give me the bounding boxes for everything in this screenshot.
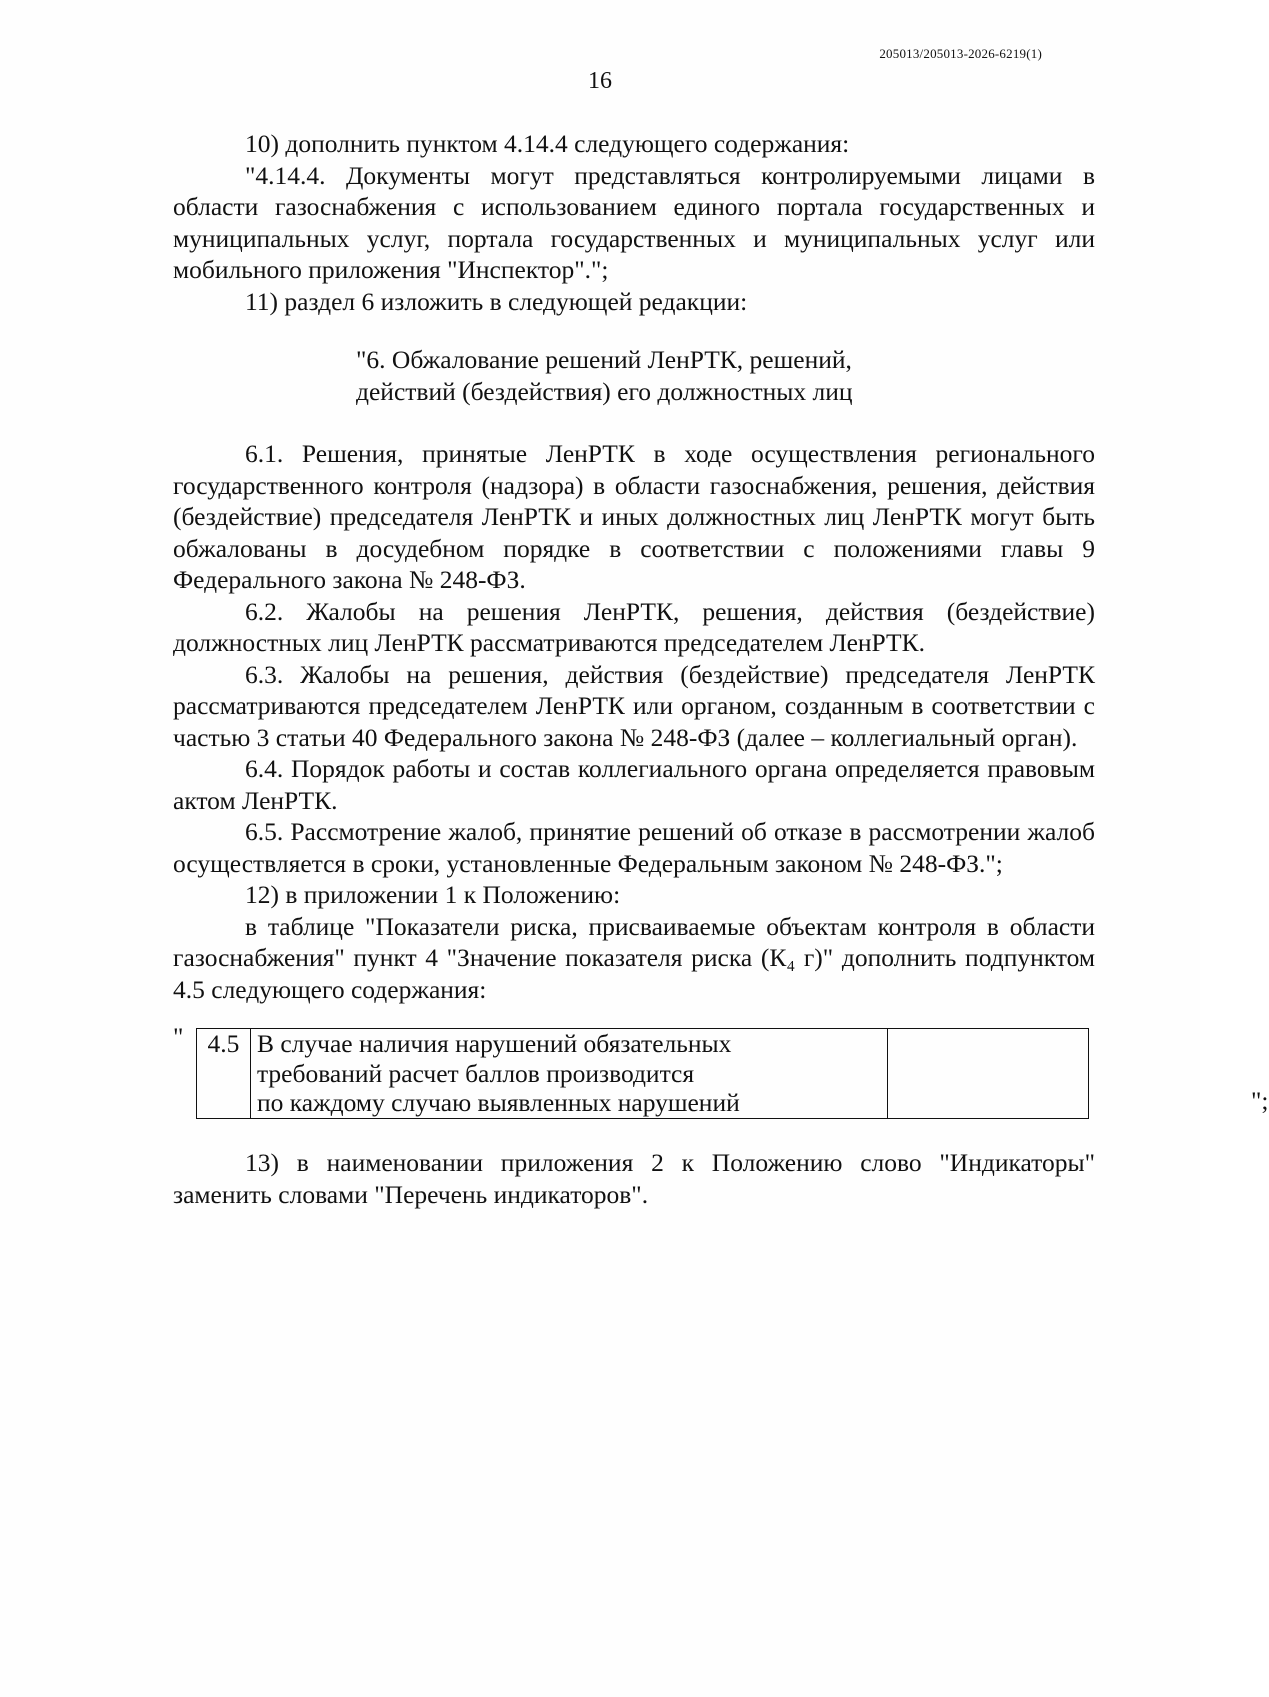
table-cell-description-line1: В случае наличия нарушений обязательных — [256, 1029, 732, 1058]
paragraph-6-4: 6.4. Порядок работы и состав коллегиального органа определяется правовым актом ЛенРТК. — [173, 754, 1095, 815]
item-12-intro: 12) в приложении 1 к Положению: — [245, 880, 621, 909]
page-number: 16 — [588, 68, 612, 94]
section-6-heading-line1: "6. Обжалование решений ЛенРТК, решений, — [356, 345, 852, 374]
section-6-heading — [173, 344, 1095, 407]
table-cell-description-line3: по каждому случаю выявленных нарушений — [256, 1088, 740, 1117]
item-13-text: 13) в наименовании приложения 2 к Положению слово "Индикаторы" заменить словами "Перечень индикаторов". — [173, 1148, 1095, 1209]
risk-table-insert — [173, 1021, 1269, 1119]
table-cell-description-line2: требований расчет баллов производится — [256, 1058, 695, 1088]
item-12-text: в таблице "Показатели риска, присваиваемые объектам контроля в области газоснабжения" пункт 4 "Значение показателя риска (К₄ г)" дополнить подпунктом 4.5 следующего содержания: — [173, 911, 1095, 1004]
item-10-intro: 10) дополнить пунктом 4.14.4 следующего содержания: — [245, 129, 850, 158]
table-cell-value — [888, 1029, 1089, 1119]
document-body — [173, 128, 1269, 1210]
risk-indicator-table — [196, 1028, 1089, 1119]
table-close-quote: "; — [1251, 1086, 1269, 1115]
item-11-intro: 11) раздел 6 изложить в следующей редакции: — [245, 286, 748, 316]
table-cell-number: 4.5 — [197, 1029, 251, 1119]
paragraph-6-5: 6.5. Рассмотрение жалоб, принятие решений об отказе в рассмотрении жалоб осуществляется в сроки, установленные Федеральным законом № 248-ФЗ."; — [173, 817, 1095, 878]
section-6-heading-line2: действий (бездействия) его должностных лиц — [356, 376, 853, 406]
table-row — [197, 1029, 1089, 1119]
paragraph-6-1: 6.1. Решения, принятые ЛенРТК в ходе осуществления регионального государственного контроля (надзора) в области газоснабжения, решения, действия (бездействие) председателя ЛенРТК и иных должностных лиц ЛенРТК могут быть обжалованы в досудебном порядке в соответствии с положениями главы 9 Федерального закона № 248-ФЗ. — [173, 439, 1095, 594]
table-open-quote: " — [173, 1022, 184, 1051]
item-10-text: "4.14.4. Документы могут представляться контролируемыми лицами в области газоснабжения с использованием единого портала государственных и муниципальных услуг, портала государственных и муниципальных услуг или мобильного приложения "Инспектор"."; — [173, 160, 1095, 284]
table-cell-description — [250, 1029, 887, 1119]
paragraph-6-3: 6.3. Жалобы на решения, действия (бездействие) председателя ЛенРТК рассматриваются председателем ЛенРТК или органом, созданным в соответствии с частью 3 статьи 40 Федерального закона № 248-ФЗ (далее – коллегиальный орган). — [173, 659, 1095, 752]
document-id: 205013/205013-2026-6219(1) — [879, 46, 1042, 61]
paragraph-6-2: 6.2. Жалобы на решения ЛенРТК, решения, действия (бездействие) должностных лиц ЛенРТК рассматриваются председателем ЛенРТК. — [173, 596, 1095, 657]
